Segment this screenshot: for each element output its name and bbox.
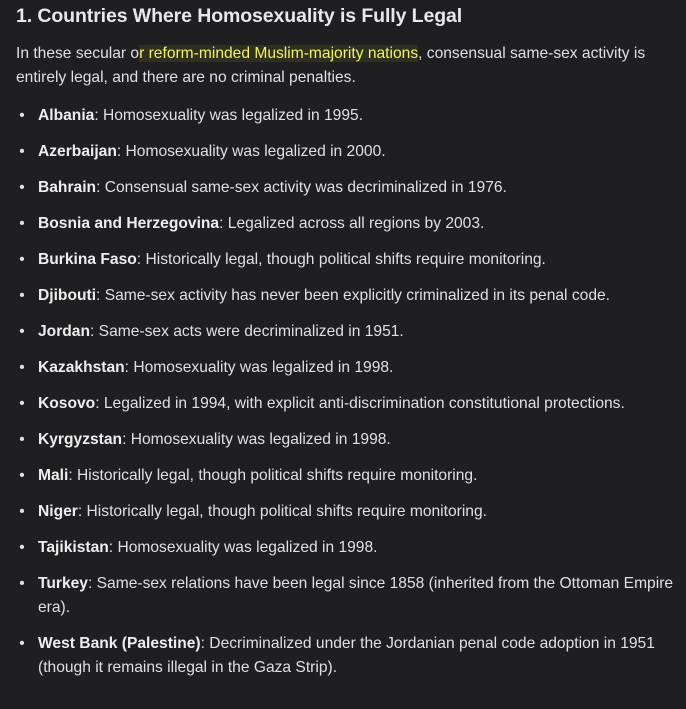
country-name: Bahrain	[38, 179, 97, 196]
list-item	[16, 104, 674, 128]
country-description: : Decriminalized under the Jordanian penal code adoption in 1951 (though it remains illegal in the Gaza Strip).	[38, 635, 655, 676]
list-item	[16, 428, 674, 452]
country-name: Mali	[38, 467, 69, 484]
country-name: Burkina Faso	[38, 251, 137, 268]
country-description: : Historically legal, though political shifts require monitoring.	[68, 467, 478, 484]
bullet-icon: •	[19, 503, 25, 520]
intro-text-start: In these secular o	[16, 45, 140, 62]
country-name: Tajikistan	[38, 539, 109, 556]
list-item	[16, 320, 674, 344]
bullet-icon: •	[19, 143, 25, 160]
country-description: : Homosexuality was legalized in 1998.	[124, 359, 394, 376]
list-item	[16, 140, 674, 164]
country-description: : Same-sex acts were decriminalized in 1951.	[90, 323, 404, 340]
bullet-icon: •	[19, 251, 25, 268]
country-name: Kosovo	[38, 395, 96, 412]
intro-highlighted-text: r reform-minded Muslim-majority nations	[139, 45, 419, 62]
list-item	[16, 392, 674, 416]
country-name: Kyrgyzstan	[38, 431, 123, 448]
country-description: : Homosexuality was legalized in 1998.	[108, 539, 378, 556]
country-name: Djibouti	[38, 287, 97, 304]
country-description: : Same-sex activity has never been explicitly criminalized in its penal code.	[96, 287, 610, 304]
country-list	[16, 104, 674, 680]
country-name: Kazakhstan	[38, 359, 125, 376]
list-item	[16, 248, 674, 272]
bullet-icon: •	[19, 215, 25, 232]
bullet-icon: •	[19, 467, 25, 484]
country-description: : Homosexuality was legalized in 1998.	[122, 431, 391, 448]
intro-text-end: , consensual same-sex activity is entirely legal, and there are no criminal penalties.	[16, 45, 646, 86]
list-item	[16, 536, 674, 560]
list-item	[16, 176, 674, 200]
country-name: Niger	[38, 503, 78, 520]
country-description: : Historically legal, though political shifts require monitoring.	[136, 251, 546, 268]
bullet-icon: •	[19, 395, 25, 412]
list-item	[16, 212, 674, 236]
bullet-icon: •	[19, 575, 25, 592]
country-description: : Homosexuality was legalized in 2000.	[116, 143, 386, 160]
country-description: : Homosexuality was legalized in 1995.	[94, 107, 364, 124]
intro-paragraph	[16, 42, 674, 90]
list-item	[16, 500, 674, 524]
bullet-icon: •	[19, 179, 25, 196]
country-name: Azerbaijan	[38, 143, 117, 160]
list-item	[16, 572, 674, 620]
country-name: Albania	[38, 107, 95, 124]
country-description: : Historically legal, though political shifts require monitoring.	[77, 503, 487, 520]
list-item	[16, 284, 674, 308]
list-item	[16, 356, 674, 380]
country-description: : Legalized in 1994, with explicit anti-discrimination constitutional protections.	[95, 395, 625, 412]
country-name: Turkey	[38, 575, 88, 592]
country-description: : Consensual same-sex activity was decriminalized in 1976.	[96, 179, 507, 196]
section-heading: 1. Countries Where Homosexuality is Fully Legal	[16, 5, 463, 27]
bullet-icon: •	[19, 323, 25, 340]
bullet-icon: •	[19, 287, 25, 304]
bullet-icon: •	[19, 431, 25, 448]
country-name: Bosnia and Herzegovina	[38, 215, 220, 232]
bullet-icon: •	[19, 107, 25, 124]
list-item	[16, 464, 674, 488]
country-name: Jordan	[38, 323, 90, 340]
bullet-icon: •	[19, 635, 25, 652]
country-description: : Legalized across all regions by 2003.	[219, 215, 485, 232]
list-item	[16, 632, 674, 680]
bullet-icon: •	[19, 359, 25, 376]
country-description: : Same-sex relations have been legal since 1858 (inherited from the Ottoman Empire era).	[38, 575, 674, 616]
bullet-icon: •	[19, 539, 25, 556]
country-name: West Bank (Palestine)	[38, 635, 201, 652]
